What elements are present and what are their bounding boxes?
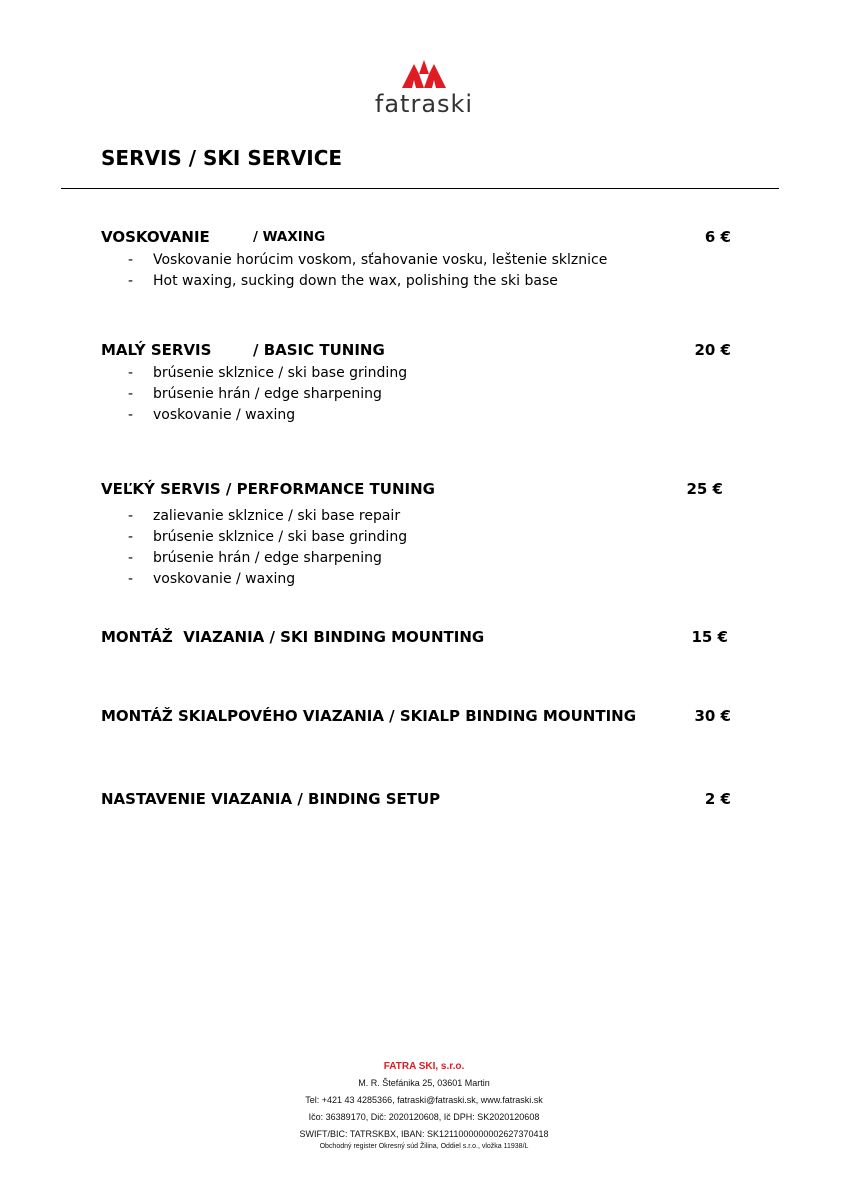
footer-register: Obchodný register Okresný súd Žilina, Oddiel s.r.o., vložka 11938/L [319,1143,529,1150]
list-item: - zalievanie sklznice / ski base repair [101,506,723,527]
list-item: - brúsenie sklznice / ski base grinding [101,363,731,384]
list-item: - brúsenie hrán / edge sharpening [101,548,723,569]
list-item: - Hot waxing, sucking down the wax, polishing the ski base [101,271,731,292]
service-name-en: / WAXING [253,229,326,245]
service-name: VEĽKÝ SERVIS / PERFORMANCE TUNING [101,480,435,498]
footer-company: FATRA SKI, s.r.o. [383,1061,465,1072]
service-waxing [101,228,731,292]
service-name: MONTÁŽ SKIALPOVÉHO VIAZANIA / SKIALP BINDING MOUNTING [101,707,637,725]
list-item: - voskovanie / waxing [101,569,723,590]
page-title: SERVIS / SKI SERVICE [101,146,343,170]
service-name: NASTAVENIE VIAZANIA / BINDING SETUP [101,790,441,808]
service-name-en: / BASIC TUNING [253,341,385,359]
service-price: 6 € [704,228,731,246]
mountain-logo-icon [400,58,448,88]
footer-address: M. R. Štefánika 25, 03601 Martin [358,1078,490,1088]
list-item: - voskovanie / waxing [101,405,731,426]
service-basic-tuning [101,341,731,426]
footer-ids: Ičo: 36389170, Dič: 2020120608, Ič DPH: SK2020120608 [308,1112,540,1122]
logo [0,58,848,118]
title-divider [61,188,779,189]
service-name: MALÝ SERVIS [101,341,212,359]
footer-bank: SWIFT/BIC: TATRSKBX, IBAN: SK1211000000002627370418 [299,1129,549,1139]
service-price: 2 € [704,790,731,808]
list-item: - brúsenie hrán / edge sharpening [101,384,731,405]
service-price: 15 € [691,628,728,646]
footer-contact: Tel: +421 43 4285366, fatraski@fatraski.sk, www.fatraski.sk [305,1095,543,1105]
service-price: 20 € [694,341,731,359]
service-price: 25 € [686,480,723,498]
service-skialp-binding-mounting [101,707,731,729]
service-binding-setup [101,790,731,812]
list-item: - brúsenie sklznice / ski base grinding [101,527,723,548]
list-item: - Voskovanie horúcim voskom, sťahovanie vosku, leštenie sklznice [101,250,731,271]
service-name: VOSKOVANIE [101,228,210,246]
service-performance-tuning [101,480,723,590]
service-name: MONTÁŽ VIAZANIA / SKI BINDING MOUNTING [101,628,485,646]
service-price: 30 € [694,707,731,725]
footer [0,1058,848,1151]
logo-text: fatraski [374,90,474,118]
service-binding-mounting [101,628,728,650]
